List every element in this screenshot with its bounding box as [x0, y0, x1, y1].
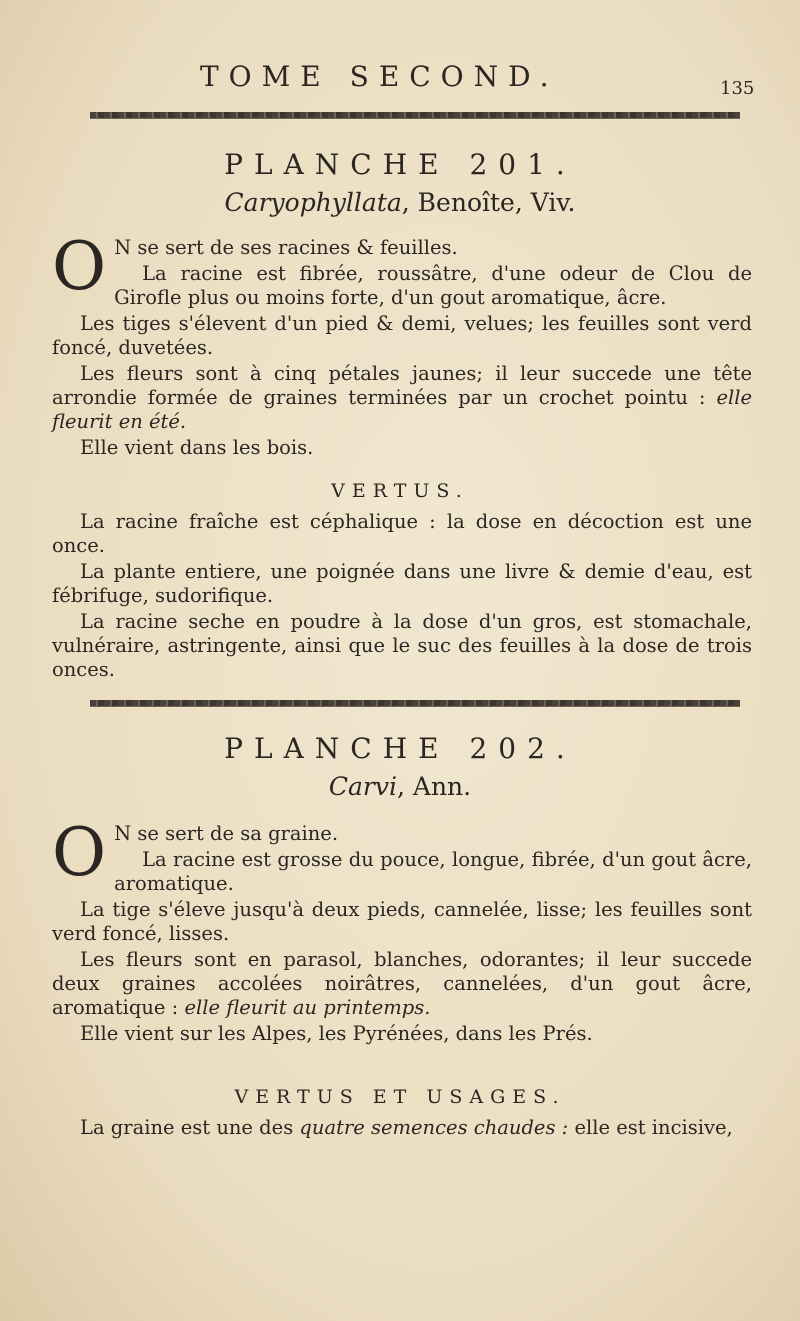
plate-202-vertus [52, 1116, 752, 1142]
paragraph: Elle vient dans les bois. [80, 436, 314, 459]
latin-name: Carvi [328, 772, 397, 801]
drop-cap: O [52, 228, 107, 305]
paragraph [52, 948, 752, 1020]
flowering-season: elle fleurit en été. [52, 386, 752, 433]
section-heading-vertus: VERTUS. [331, 480, 469, 502]
plant-name-201 [0, 188, 800, 217]
plate-201-vertus [52, 510, 752, 684]
paragraph: Les tiges s'élevent d'un pied & demi, velues; les feuilles sont verd foncé, duvetées. [52, 312, 752, 359]
plant-name-202 [0, 772, 800, 801]
flowering-season: elle fleurit au printemps. [184, 996, 431, 1019]
common-name: , Ann. [397, 772, 472, 801]
paragraph-text: Les fleurs sont à cinq pétales jaunes; il leur succede une tête arrondie formée de graines terminées par un crochet pointu : [52, 362, 752, 409]
section-heading-vertus-usages: VERTUS ET USAGES. [234, 1086, 566, 1108]
paragraph-text: N se sert de ses racines & feuilles. [114, 236, 458, 259]
paragraph-text: Les fleurs sont en parasol, blanches, odorantes; il leur succede deux graines accolées noirâtres, cannelées, d'un gout âcre, aromatique : [52, 948, 752, 1019]
ornamental-rule [90, 700, 740, 707]
running-head: TOME SECOND. [200, 60, 559, 93]
paragraph: La racine est fibrée, roussâtre, d'une odeur de Clou de Girofle plus ou moins forte, d'un gout aromatique, âcre. [114, 262, 752, 309]
paragraph-text: elle est incisive, [568, 1116, 733, 1139]
ornamental-rule [90, 112, 740, 119]
common-name: , Benoîte, Viv. [401, 188, 576, 217]
page-number: 135 [720, 78, 755, 99]
plate-202-text [52, 814, 752, 1048]
paragraph: La racine est grosse du pouce, longue, fibrée, d'un gout âcre, aromatique. [114, 848, 752, 895]
latin-name: Caryophyllata [224, 188, 402, 217]
italic-phrase: quatre semences chaudes : [299, 1116, 569, 1139]
drop-cap: O [52, 814, 107, 891]
plate-201-text [52, 228, 752, 462]
paragraph: La plante entiere, une poignée dans une livre & demie d'eau, est fébrifuge, sudorifique. [52, 560, 752, 607]
paragraph [52, 362, 752, 434]
paragraph: La racine fraîche est céphalique : la dose en décoction est une once. [52, 510, 752, 557]
paragraph: La racine seche en poudre à la dose d'un gros, est stomachale, vulnéraire, astringente, ainsi que le suc des feuilles à la dose de trois onces. [52, 610, 752, 681]
paragraph: Elle vient sur les Alpes, les Pyrénées, dans les Prés. [80, 1022, 593, 1045]
plate-title-202: PLANCHE 202. [224, 732, 576, 765]
paragraph: La tige s'éleve jusqu'à deux pieds, cannelée, lisse; les feuilles sont verd foncé, lisses. [52, 898, 752, 945]
paragraph [52, 1116, 752, 1140]
paragraph-text: La graine est une des [80, 1116, 300, 1139]
paragraph-text: N se sert de sa graine. [114, 822, 339, 845]
plate-title-201: PLANCHE 201. [224, 148, 576, 181]
